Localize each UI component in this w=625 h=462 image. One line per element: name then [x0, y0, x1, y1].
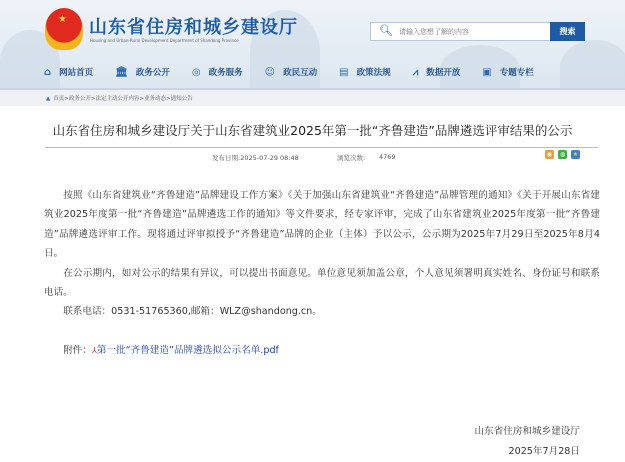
nav-label: 政策法规	[356, 68, 391, 78]
building-icon: 🏛︎	[115, 66, 128, 78]
nav-policy[interactable]	[339, 66, 390, 78]
article-body	[44, 186, 600, 360]
chart-icon: ⩘	[412, 66, 419, 78]
main-nav	[44, 64, 556, 80]
folder-icon: ▣	[482, 66, 492, 78]
paragraph: 在公示期内，如对公示的结果有异议，可以提出书面意见。单位意见须加盖公章，个人意见须署明真实姓名、身份证号和联系电话。	[44, 267, 600, 299]
nav-label: 数据开放	[426, 68, 461, 78]
nav-gov-affairs[interactable]	[115, 66, 170, 78]
nav-label: 政务公开	[135, 68, 170, 78]
nav-interaction[interactable]	[265, 66, 317, 78]
paragraph: 按照《山东省建筑业“齐鲁建造”品牌建设工作方案》《关于加强山东省建筑业“齐鲁建造”品牌管理的通知》《关于开展山东省建筑业2025年度第一批“齐鲁建造”品牌遴选工作的通知》等文件要求，经专家评审，完成了山东省建筑业2025年度第一批“齐鲁建造”品牌遴选评审工作。现将通过评审拟授予“齐鲁建造”品牌的企业（主体）予以公示，公示期为2025年7月29日至2025年8月4日。	[44, 190, 600, 260]
breadcrumb-path[interactable]: 首页>政务公开>法定主动公开内容>业务动态>通知公告	[53, 96, 193, 102]
wechat-share-icon[interactable]: ◍	[559, 151, 566, 158]
nav-gov-service[interactable]	[192, 66, 243, 78]
site-title: 山东省住房和城乡建设厅	[89, 17, 298, 38]
breadcrumb	[0, 88, 625, 106]
location-icon: ◎	[191, 66, 201, 78]
nav-label: 网站首页	[59, 68, 94, 78]
views-label: 浏览次数:	[337, 154, 366, 162]
divider	[45, 147, 598, 148]
nav-data[interactable]	[413, 66, 461, 78]
page-title: 山东省住房和城乡建设厅关于山东省建筑业2025年第一批“齐鲁建造”品牌遴选评审结果的公示	[52, 123, 573, 138]
search-box	[370, 22, 551, 41]
favorite-star-icon[interactable]: ★	[572, 151, 579, 158]
weibo-share-icon[interactable]: ◉	[546, 151, 553, 158]
nav-topics[interactable]	[482, 66, 533, 78]
nav-label: 政民互动	[283, 68, 318, 78]
views-count: 4769	[379, 153, 396, 161]
attachment	[44, 341, 600, 360]
national-emblem-logo: ★	[45, 8, 83, 50]
home-icon: ▲	[46, 96, 51, 102]
document-icon: ▤	[339, 66, 349, 78]
paragraph: 联系电话：0531-51765360,邮箱：WLZ@shandong.cn。	[63, 306, 322, 318]
nav-home[interactable]	[44, 66, 93, 78]
nav-label: 政务服务	[208, 68, 243, 78]
search-icon: 🔍︎	[379, 24, 393, 37]
chat-icon: ☺	[264, 66, 276, 78]
signature-org: 山东省住房和城乡建设厅	[474, 426, 580, 437]
nav-label: 专题专栏	[499, 68, 534, 78]
signature-date: 2025年7月28日	[508, 446, 580, 457]
pdf-icon: ⅄	[91, 345, 97, 355]
home-icon: ⌂	[44, 66, 52, 78]
site-header	[0, 0, 625, 95]
search-button[interactable]: 搜索	[550, 22, 585, 41]
attachment-label: 附件：	[63, 344, 92, 356]
attachment-link[interactable]: 第一批“齐鲁建造”品牌遴选拟公示名单.pdf	[96, 344, 279, 356]
search-input[interactable]	[399, 25, 544, 38]
site-subtitle: Housing and Urban-Rural Development Department of Shandong Province	[90, 38, 239, 43]
publish-date: 发布日期:2025-07-29 08:48	[212, 154, 299, 162]
